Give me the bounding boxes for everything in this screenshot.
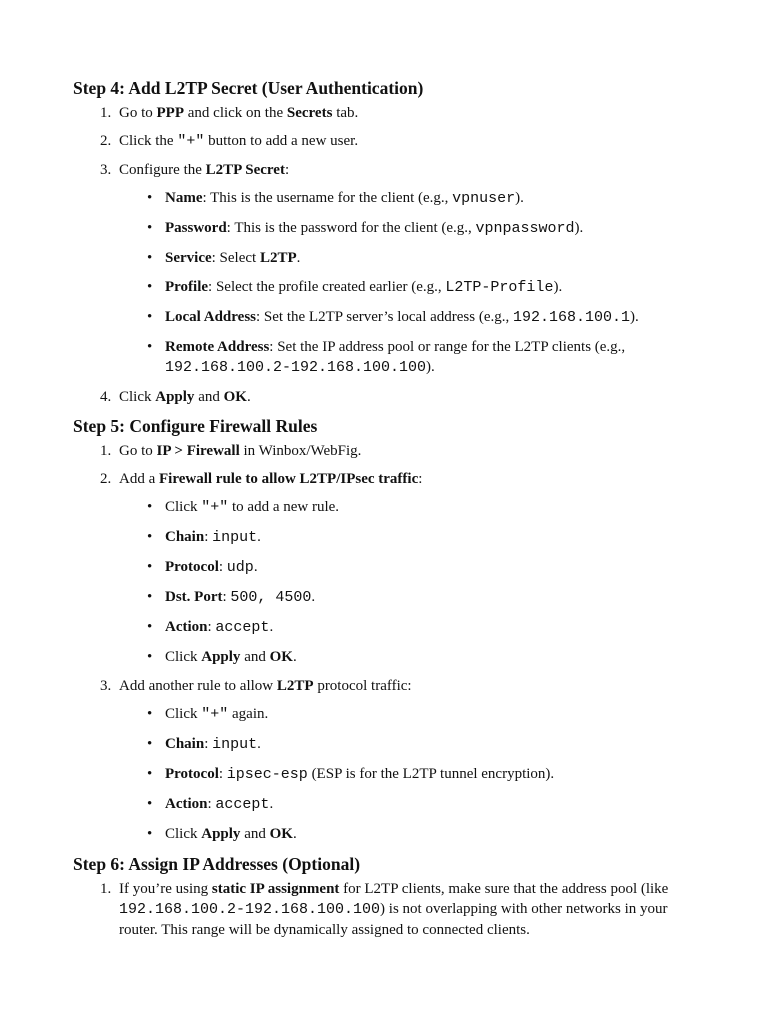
step5-item-2: 2. Add a Firewall rule to allow L2TP/IPsec traffic: • Click "+" to add a new rule. • Chain: input. • Protocol: udp. • Dst. Port: 500, 4500. • Action: accept. • Click Apply and OK.	[73, 469, 698, 667]
rule2-protocol: • Protocol: ipsec-esp (ESP is for the L2TP tunnel encryption).	[147, 766, 555, 783]
rule1-action: • Action: accept.	[147, 619, 274, 636]
step4-list	[73, 103, 698, 407]
rule2-chain: • Chain: input.	[147, 736, 261, 753]
step4-item-2: 2. Click the "+" button to add a new user.	[100, 133, 359, 150]
field-password: • Password: This is the password for the client (e.g., vpnpassword).	[147, 220, 584, 237]
step5-item-1: 1. Go to IP > Firewall in Winbox/WebFig.	[100, 443, 362, 459]
field-profile: • Profile: Select the profile created earlier (e.g., L2TP-Profile).	[147, 279, 563, 296]
step5-heading: Step 5: Configure Firewall Rules	[73, 416, 318, 436]
step6-list	[73, 879, 698, 940]
firewall-rule-2-fields	[119, 704, 698, 844]
field-service: • Service: Select L2TP.	[147, 250, 301, 266]
rule2-action: • Action: accept.	[147, 796, 274, 813]
field-name: • Name: This is the username for the client (e.g., vpnuser).	[147, 190, 524, 207]
field-local-address: • Local Address: Set the L2TP server’s local address (e.g., 192.168.100.1).	[147, 309, 639, 326]
rule2-click-add: • Click "+" again.	[147, 706, 269, 723]
step4-item-1: 1. Go to PPP and click on the Secrets tab.	[100, 105, 359, 121]
rule1-chain: • Chain: input.	[147, 529, 261, 546]
firewall-rule-1-fields	[119, 497, 698, 667]
step5-item-3: 3. Add another rule to allow L2TP protocol traffic: • Click "+" again. • Chain: input. • Protocol: ipsec-esp (ESP is for the L2TP tunnel encryption). • Action: accept. • Click Apply and OK.	[73, 676, 698, 844]
step5-list	[73, 441, 698, 844]
field-remote-address: • Remote Address: Set the IP address pool or range for the L2TP clients (e.g., 192.168.100.2-192.168.100.100).	[147, 339, 626, 376]
rule2-apply: • Click Apply and OK.	[147, 826, 297, 842]
l2tp-secret-fields	[119, 188, 698, 378]
step6-item-1: 1. If you’re using static IP assignment for L2TP clients, make sure that the address pool (like 192.168.100.2-192.168.100.100) is not overlapping with other networks in your router. This range will be dynamically assigned to connected clients.	[100, 881, 669, 938]
rule1-dst-port: • Dst. Port: 500, 4500.	[147, 589, 316, 606]
rule1-click-add: • Click "+" to add a new rule.	[147, 499, 340, 516]
step4-item-4: 4. Click Apply and OK.	[100, 389, 251, 405]
step4-item-3: 3. Configure the L2TP Secret: • Name: This is the username for the client (e.g., vpnuser). • Password: This is the password for the client (e.g., vpnpassword). • Service: Select L2TP. • Profile: Select the profile created earlier (e.g., L2TP-Profile). • Local Address: Set the L2TP server’s local address (e.g., 192.168.100.1). • Remote Address: Set the IP address pool or range for the L2TP clients (e.g., 192.168.100.2-192.168.100.100).	[73, 160, 698, 378]
step6-heading: Step 6: Assign IP Addresses (Optional)	[73, 854, 361, 874]
rule1-apply: • Click Apply and OK.	[147, 649, 297, 665]
step4-heading: Step 4: Add L2TP Secret (User Authentication)	[73, 78, 424, 98]
rule1-protocol: • Protocol: udp.	[147, 559, 258, 576]
